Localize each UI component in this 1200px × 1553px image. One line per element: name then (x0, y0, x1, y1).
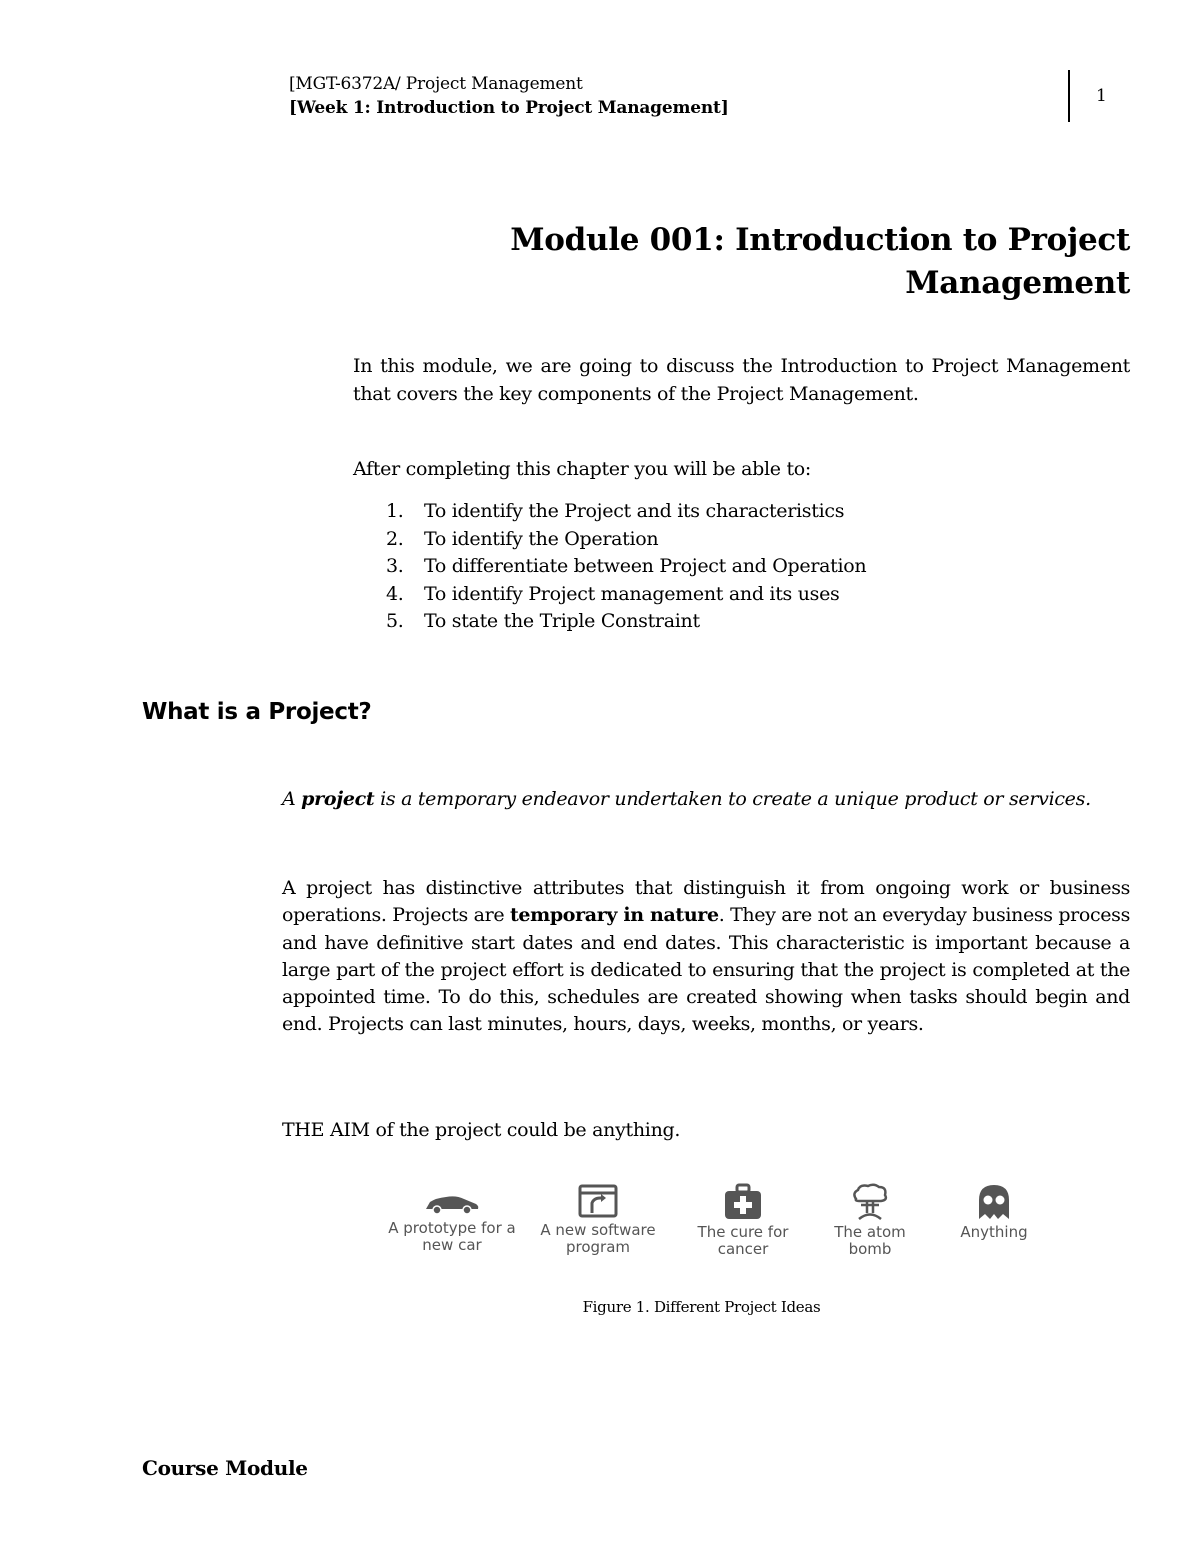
project-ideas-figure (380, 1183, 1040, 1273)
header-divider (1068, 70, 1070, 122)
paragraph-bold: temporary in nature (509, 904, 719, 927)
idea-anything (948, 1183, 1040, 1241)
idea-cure (680, 1183, 806, 1258)
list-item-number: 2. (386, 527, 404, 550)
header-week-title: [Week 1: Introduction to Project Management] (289, 98, 729, 118)
footer-course-module: Course Module (142, 1456, 308, 1480)
idea-cure-line1: The cure for (697, 1223, 789, 1241)
list-item-number: 3. (386, 555, 404, 577)
idea-anything-line1: Anything (960, 1223, 1028, 1241)
section-heading: What is a Project? (142, 699, 372, 725)
idea-atom-line2: bomb (848, 1240, 892, 1258)
figure-caption: Figure 1. Different Project Ideas (582, 1298, 821, 1316)
idea-software (532, 1183, 664, 1256)
list-item-text: To identify Project management and its uses (424, 582, 840, 605)
idea-atom-bomb (820, 1183, 920, 1258)
list-item-text: To state the Triple Constraint (424, 610, 700, 632)
list-item (386, 608, 866, 636)
definition-rest: is a temporary endeavor undertaken to create a unique product or services. (374, 788, 1091, 810)
idea-software-line1: A new software (540, 1221, 656, 1239)
aim-statement: THE AIM of the project could be anything. (282, 1119, 681, 1141)
paragraph-part1: A project has distinctive attributes that distinguish it from ongoing work or business operations. Projects are (282, 877, 1130, 927)
medical-kit-icon (723, 1183, 763, 1221)
module-title-line2: Management (905, 265, 1130, 301)
project-attributes-paragraph (282, 875, 1130, 1039)
project-definition (282, 788, 1091, 810)
objectives-lead: After completing this chapter you will be able to: (353, 458, 812, 480)
list-item-number: 5. (386, 610, 404, 632)
header-course-code: [MGT-6372A/ Project Management (289, 74, 583, 94)
mushroom-cloud-icon (850, 1183, 890, 1221)
list-item (386, 498, 866, 526)
list-item-text: To identify the Operation (424, 527, 659, 550)
idea-car (380, 1183, 524, 1254)
idea-cure-line2: cancer (717, 1240, 769, 1258)
objectives-list (386, 498, 866, 636)
list-item-text: To differentiate between Project and Operation (424, 555, 867, 577)
software-window-icon (578, 1183, 618, 1219)
module-title (420, 219, 1130, 305)
idea-car-line2: new car (422, 1236, 482, 1254)
list-item (386, 526, 866, 554)
intro-paragraph: In this module, we are going to discuss the Introduction to Project Management that covers the key components of the Project Management. (353, 355, 1130, 405)
list-item-text: To identify the Project and its characteristics (424, 500, 845, 522)
definition-lead: A (282, 788, 302, 810)
idea-car-line1: A prototype for a (388, 1219, 516, 1237)
ghost-icon (977, 1183, 1011, 1221)
definition-term: project (301, 788, 375, 810)
list-item-number: 4. (386, 582, 404, 605)
list-item (386, 553, 866, 581)
page-number: 1 (1096, 86, 1107, 106)
idea-software-line2: program (565, 1238, 631, 1256)
car-icon (422, 1183, 482, 1217)
list-item (386, 581, 866, 609)
module-title-line1: Module 001: Introduction to Project (510, 222, 1130, 258)
list-item-number: 1. (386, 500, 404, 522)
paragraph-part2: . They are not an everyday business process and have definitive start dates and end dates. This characteristic is important because a large part of the project effort is dedicated to ensuring that the project is completed at the appointed time. To do this, schedules are created showing when tasks should begin and end. Projects can last minutes, hours, days, weeks, months, or years. (282, 904, 1130, 1036)
idea-atom-line1: The atom (834, 1223, 906, 1241)
